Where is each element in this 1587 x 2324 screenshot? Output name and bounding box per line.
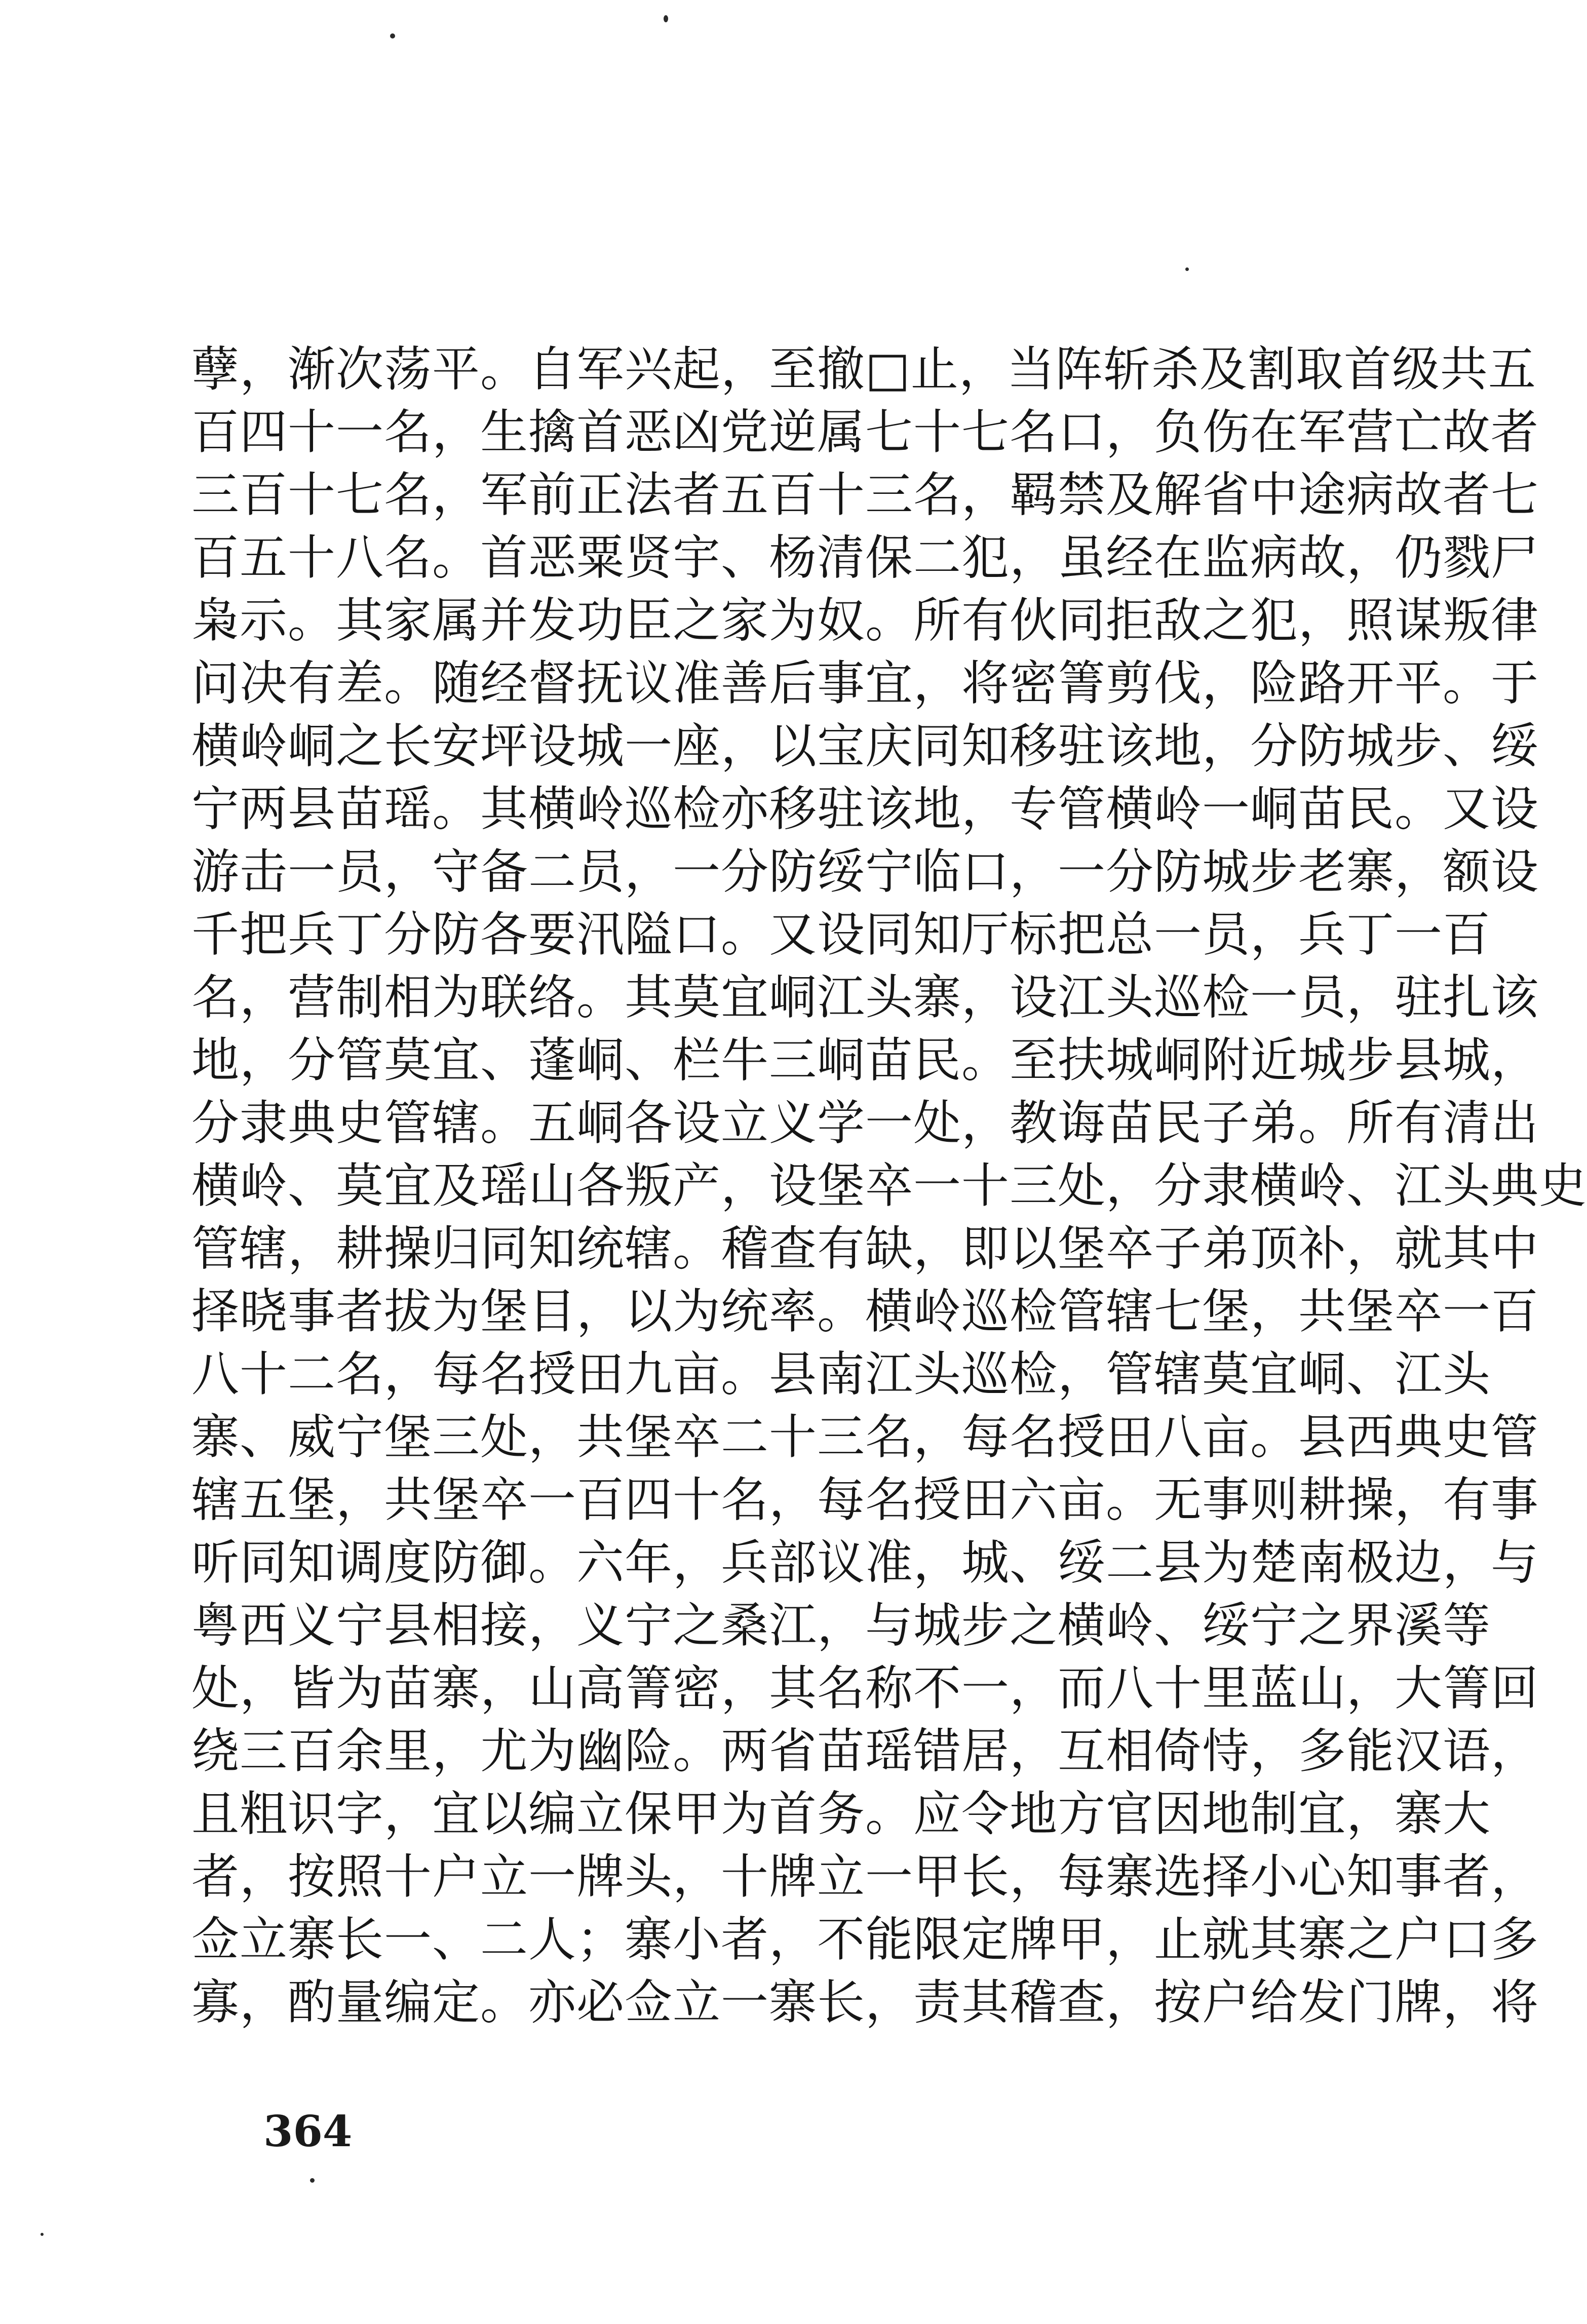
text-line: 分隶典史管辖。五峒各设立义学一处，教诲苗民子弟。所有清出: [191, 1096, 1539, 1151]
text-line: 横岭、莫宜及瑶山各叛产，设堡卒一十三处，分隶横岭、江头典史: [191, 1158, 1587, 1214]
text-line: 粤西义宁县相接，义宁之桑江，与城步之横岭、绥宁之界溪等: [191, 1598, 1491, 1653]
text-line: 寡，酌量编定。亦必佥立一寨长，责其稽查，按户给发门牌，将: [191, 1975, 1539, 2030]
text-line: 问决有差。随经督抚议准善后事宜，将密箐剪伐，险路开平。于: [191, 656, 1539, 711]
scan-speck: [390, 33, 395, 38]
text-line: 辖五堡，共堡卒一百四十名，每名授田六亩。无事则耕操，有事: [191, 1473, 1539, 1528]
text-line: 宁两县苗瑶。其横岭巡检亦移驻该地，专管横岭一峒苗民。又设: [191, 782, 1539, 837]
text-line: 百四十一名，生擒首恶凶党逆属七十七名口，负伤在军营亡故者: [191, 405, 1539, 460]
body-text: [191, 338, 1587, 2034]
text-line: 者，按照十户立一牌头，十牌立一甲长，每寨选择小心知事者，: [191, 1849, 1539, 1905]
scan-speck: [1185, 267, 1189, 271]
text-line: 枭示。其家属并发功臣之家为奴。所有伙同拒敌之犯，照谋叛律: [191, 593, 1539, 648]
scan-speck: [41, 2233, 44, 2236]
text-line: 绕三百余里，尤为幽险。两省苗瑶错居，互相倚恃，多能汉语，: [191, 1724, 1539, 1779]
scan-speck: [310, 2178, 315, 2183]
text-line: 百五十八名。首恶粟贤宇、杨清保二犯，虽经在监病故，仍戮尸: [191, 530, 1539, 586]
text-line: 处，皆为苗寨，山高箐密，其名称不一，而八十里蓝山，大箐回: [191, 1661, 1539, 1716]
text-line: 管辖，耕操归同知统辖。稽查有缺，即以堡卒子弟顶补，就其中: [191, 1221, 1539, 1276]
page-number: 364: [263, 2106, 353, 2156]
text-line: 游击一员，守备二员，一分防绥宁临口，一分防城步老寨，额设: [191, 844, 1539, 900]
text-line: 横岭峒之长安坪设城一座，以宝庆同知移驻该地，分防城步、绥: [191, 719, 1539, 774]
text-line: 地，分管莫宜、蓬峒、栏牛三峒苗民。至扶城峒附近城步县城，: [191, 1033, 1539, 1088]
text-line: 千把兵丁分防各要汛隘口。又设同知厅标把总一员，兵丁一百: [191, 907, 1491, 962]
text-line: 且粗识字，宜以编立保甲为首务。应令地方官因地制宜，寨大: [191, 1787, 1491, 1842]
scan-speck: [664, 15, 668, 22]
text-line: 择晓事者拔为堡目，以为统率。横岭巡检管辖七堡，共堡卒一百: [191, 1284, 1539, 1339]
text-line: 佥立寨长一、二人；寨小者，不能限定牌甲，止就其寨之户口多: [191, 1912, 1539, 1967]
text-line: 三百十七名，军前正法者五百十三名，羁禁及解省中途病故者七: [191, 468, 1539, 523]
text-line: 听同知调度防御。六年，兵部议准，城、绥二县为楚南极边，与: [191, 1535, 1539, 1591]
text-line: 寨、威宁堡三处，共堡卒二十三名，每名授田八亩。县西典史管: [191, 1410, 1539, 1465]
text-line: 名，营制相为联络。其莫宜峒江头寨，设江头巡检一员，驻扎该: [191, 970, 1539, 1025]
text-line: 孽，渐次荡平。自军兴起，至撤□止，当阵斩杀及割取首级共五: [191, 342, 1536, 397]
text-line: 八十二名，每名授田九亩。县南江头巡检，管辖莫宜峒、江头: [191, 1347, 1491, 1402]
